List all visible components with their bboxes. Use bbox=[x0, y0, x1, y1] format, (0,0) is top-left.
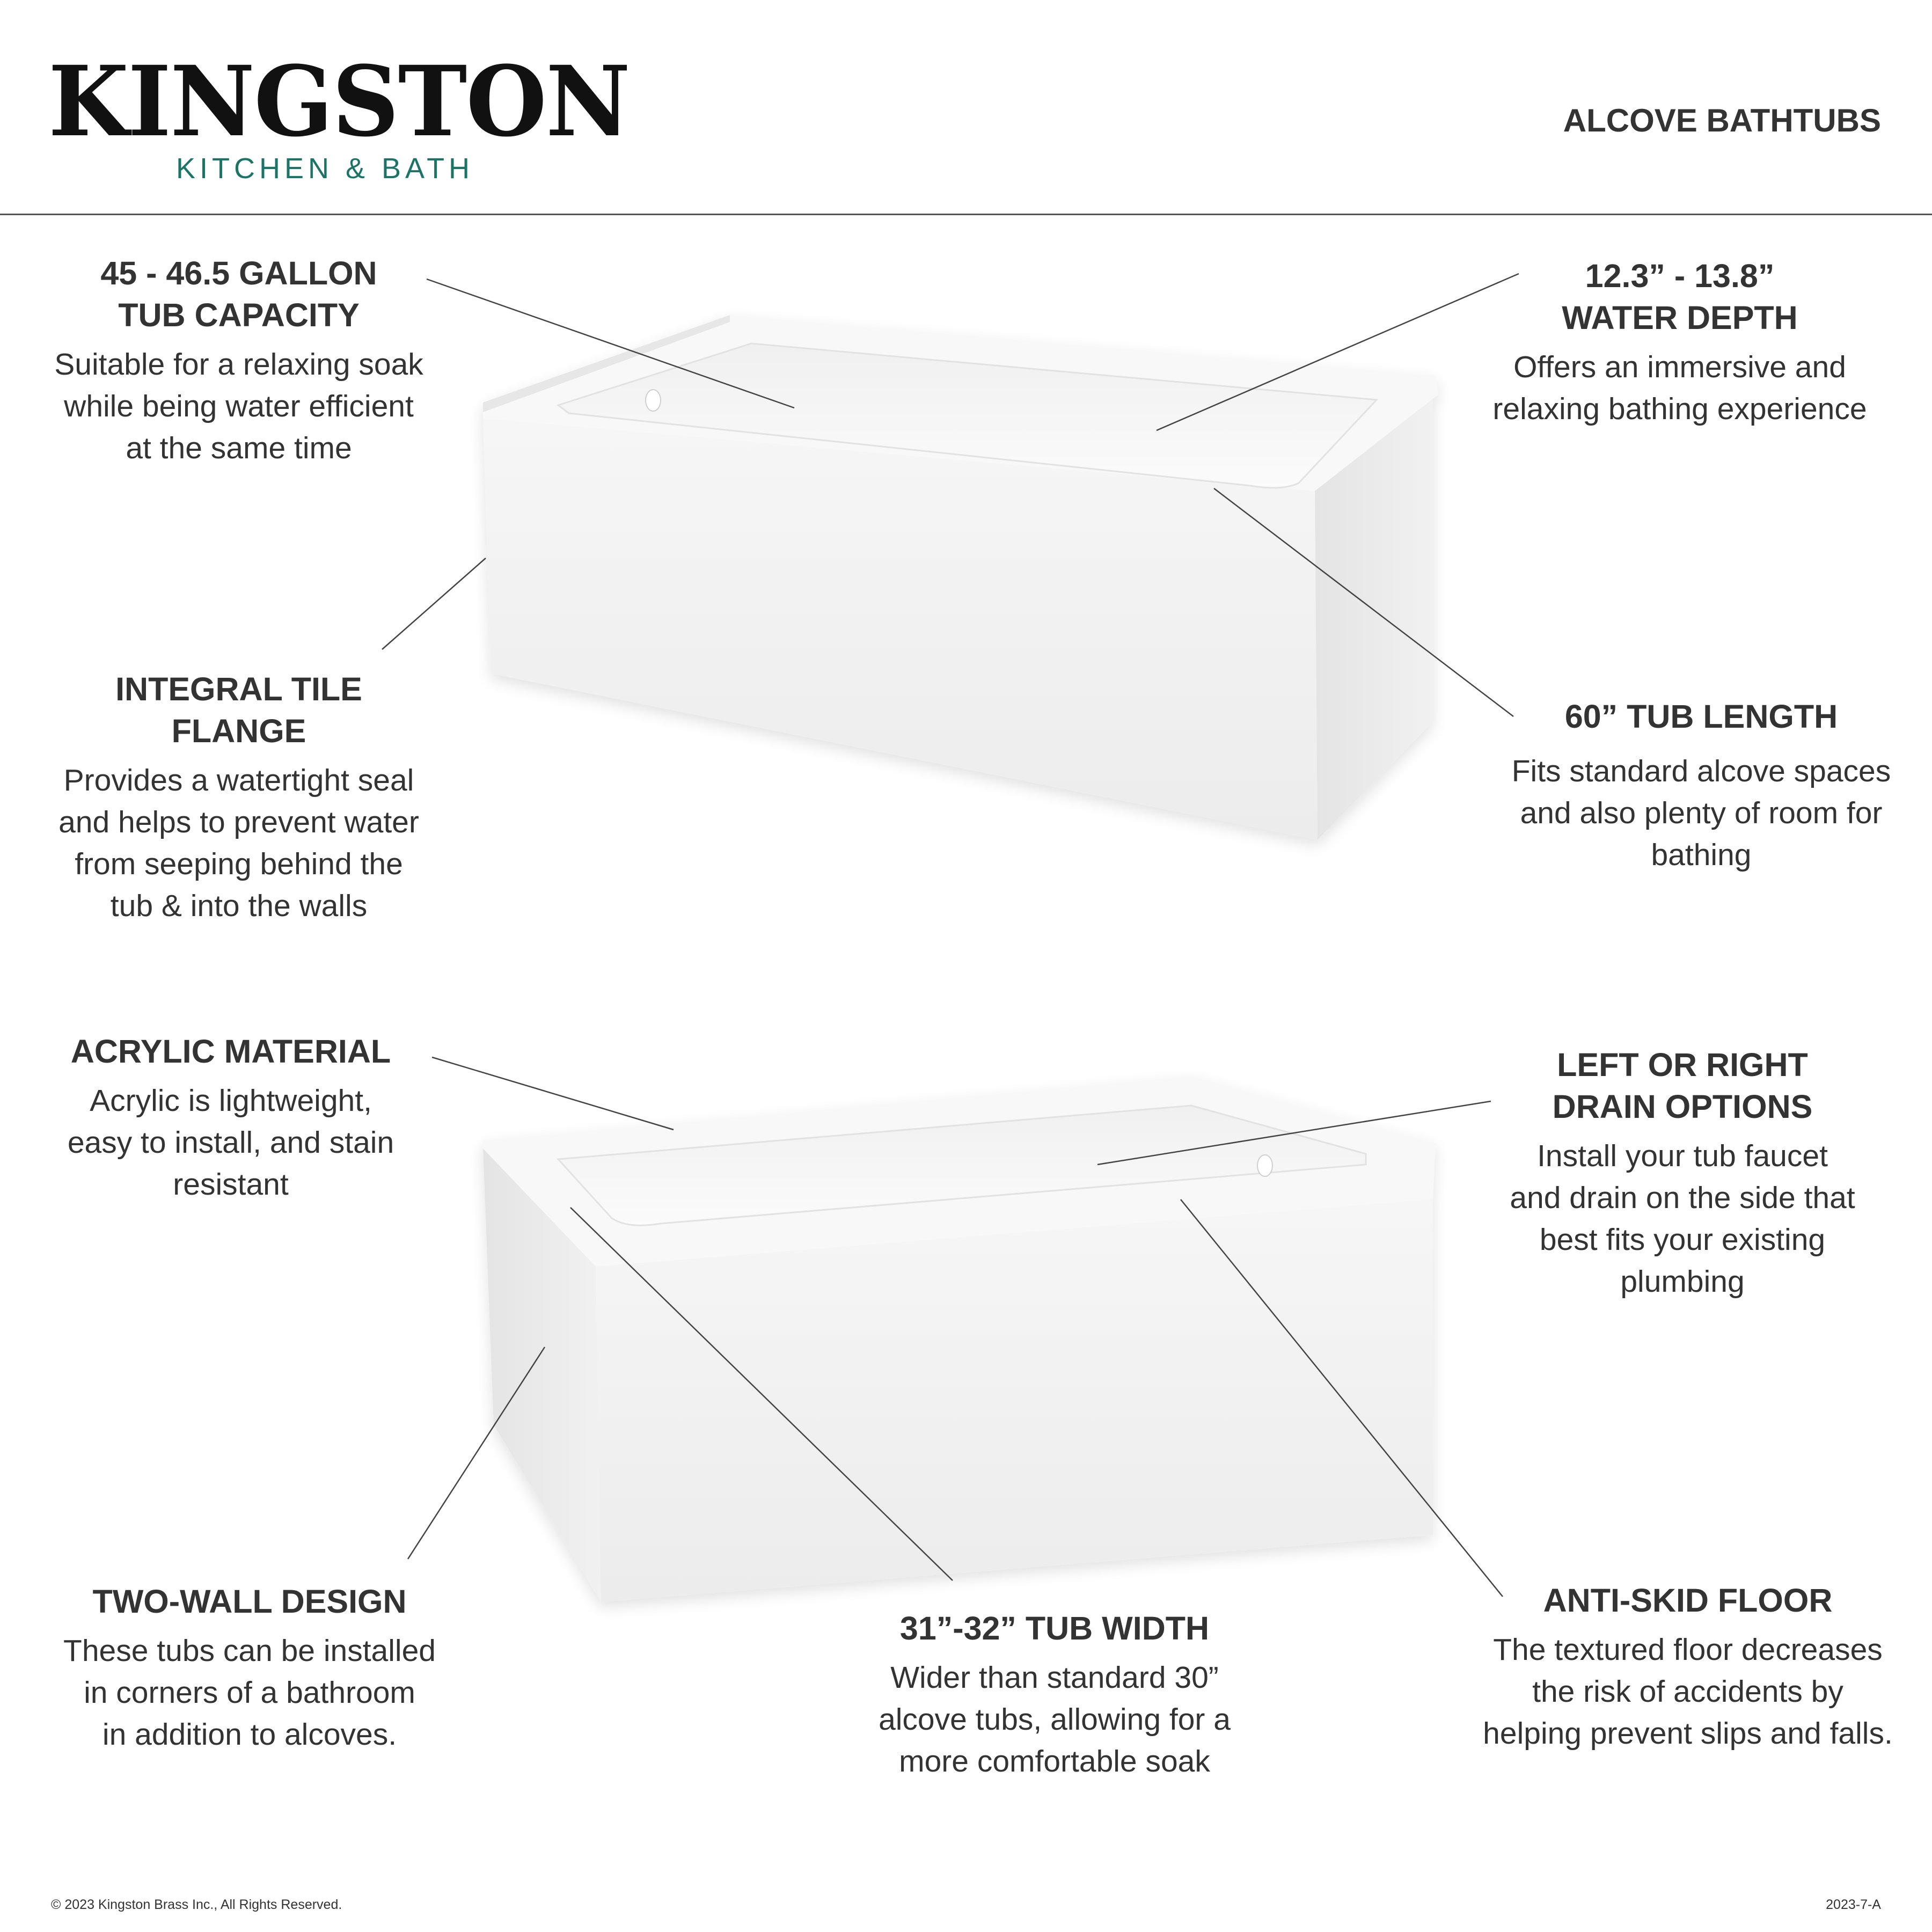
footer-document-code: 2023-7-A bbox=[1826, 1897, 1881, 1912]
feature-anti-skid-floor: ANTI-SKID FLOOR The textured floor decreases the risk of accidents by helping prevent slips and falls. bbox=[1483, 1582, 1893, 1751]
feature-tub-capacity: 45 - 46.5 GALLON TUB CAPACITY Suitable for a relaxing soak while being water efficient at the same time bbox=[54, 255, 423, 465]
brand-logo-wordmark: KINGSTON bbox=[48, 45, 630, 158]
feature-water-depth: 12.3” - 13.8” WATER DEPTH Offers an immersive and relaxing bathing experience bbox=[1492, 258, 1867, 426]
leader-line-tile-flange bbox=[382, 558, 486, 649]
bathtub-bottom-view bbox=[483, 1076, 1436, 1602]
brand-logo-tagline: KITCHEN & BATH bbox=[176, 152, 474, 185]
bathtub-top-view bbox=[483, 315, 1438, 840]
feature-tub-length: 60” TUB LENGTH Fits standard alcove spaces and also plenty of room for bathing bbox=[1511, 698, 1891, 872]
feature-two-wall-design: TWO-WALL DESIGN These tubs can be installed in corners of a bathroom in addition to alcoves. bbox=[63, 1583, 436, 1752]
feature-integral-tile-flange: INTEGRAL TILE FLANGE Provides a watertight seal and helps to prevent water from seeping behind the tub & into the walls bbox=[58, 671, 419, 923]
page-category: ALCOVE BATHTUBS bbox=[1563, 103, 1881, 138]
feature-acrylic-material: ACRYLIC MATERIAL Acrylic is lightweight, easy to install, and stain resistant bbox=[67, 1033, 394, 1202]
footer-copyright: © 2023 Kingston Brass Inc., All Rights Reserved. bbox=[51, 1897, 342, 1912]
feature-tub-width: 31”-32” TUB WIDTH Wider than standard 30” alcove tubs, allowing for a more comfortable soak bbox=[879, 1610, 1231, 1779]
leader-line-acrylic bbox=[432, 1057, 674, 1130]
feature-drain-options: LEFT OR RIGHT DRAIN OPTIONS Install your tub faucet and drain on the side that best fits your existing plumbing bbox=[1510, 1046, 1855, 1299]
